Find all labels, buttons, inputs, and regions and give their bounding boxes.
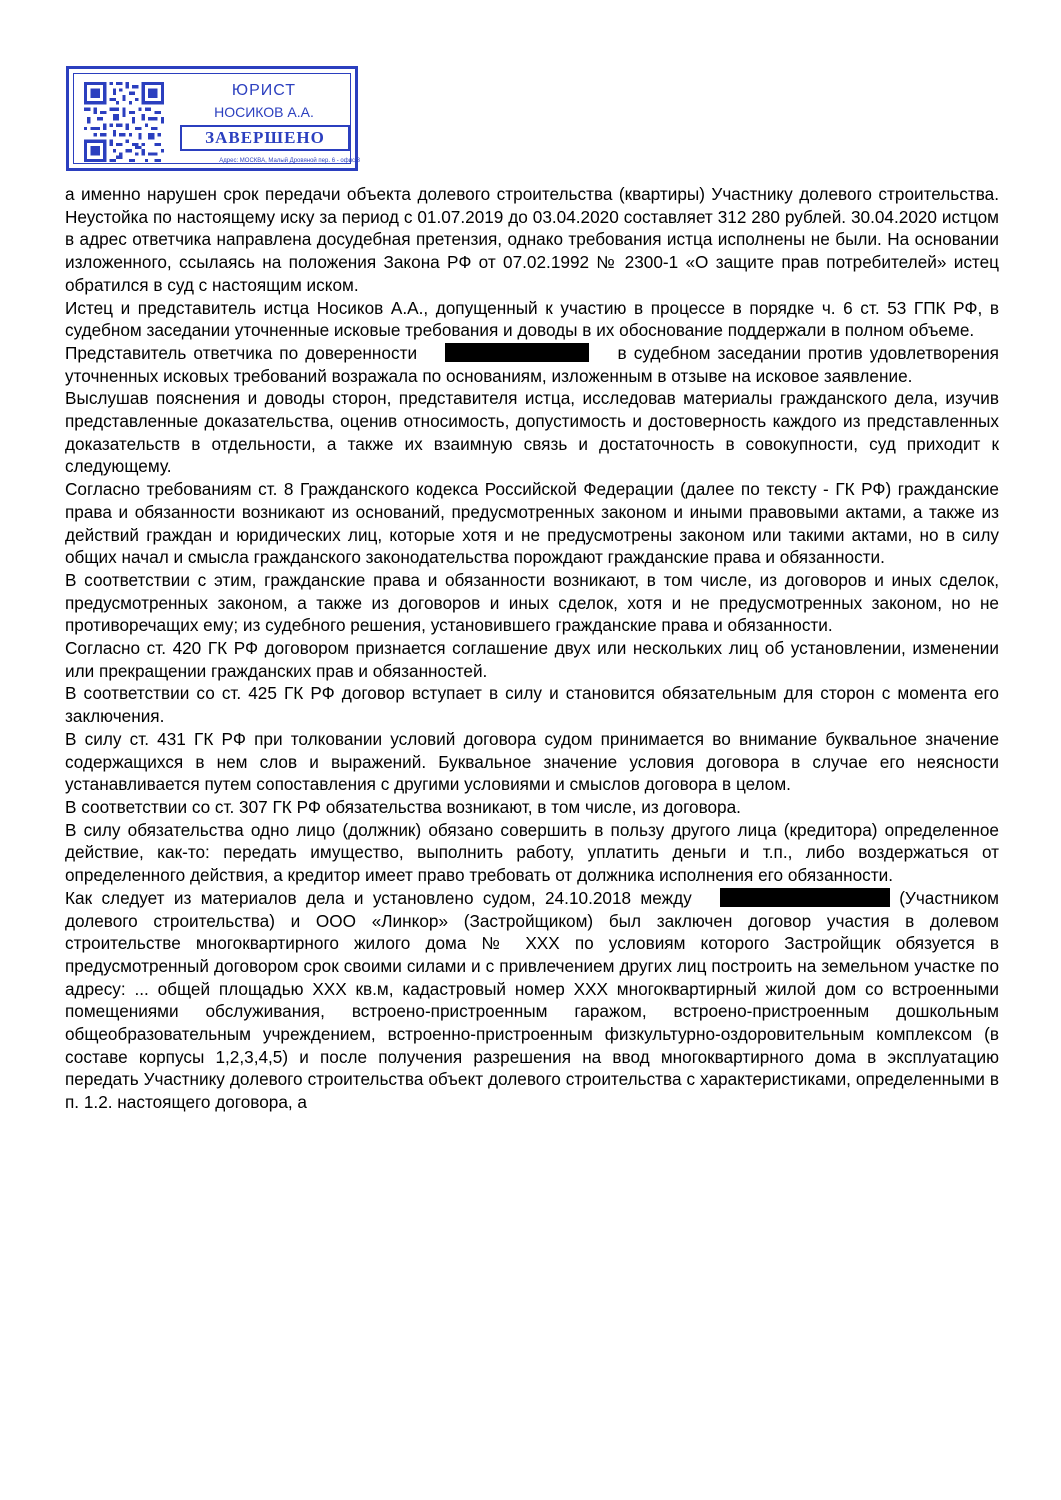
- paragraph: Выслушав пояснения и доводы сторон, представителя истца, исследовав материалы гражданского дела, изучив представленные доказательства, оценив относимость, допустимость и достоверность каждого из представленных доказательств в отдельности, а также их взаимную связь и достаточность в совокупности, суд приходит к следующему.: [65, 388, 999, 477]
- paragraph-contract: [65, 887, 999, 1114]
- lawyer-stamp: [66, 66, 358, 171]
- stamp-status: ЗАВЕРШЕНО: [180, 125, 350, 151]
- paragraph-representative: [65, 342, 999, 387]
- contract-text-before: Как следует из материалов дела и установлено судом, 24.10.2018 между: [65, 887, 692, 908]
- qr-code-icon: [84, 82, 164, 162]
- paragraph: а именно нарушен срок передачи объекта долевого строительства (квартиры) Участнику долевого строительства. Неустойка по настоящему иску за период с 01.07.2019 до 03.04.2020 составляет 312 280 рублей. 30.04.2020 истцом в адрес ответчика направлена досудебная претензия, однако требования истца исполнены не были. На основании изложенного, ссылаясь на положения Закона РФ от 07.02.1992 № 2300-1 «О защите прав потребителей» истец обратился в суд с настоящим иском.: [65, 184, 999, 295]
- paragraph: В соответствии с этим, гражданские права и обязанности возникают, в том числе, из договоров и иных сделок, предусмотренных законом, а также из договоров и иных сделок, хотя и не предусмотренных законом, но не противоречащих ему; из судебного решения, установившего гражданские права и обязанности.: [65, 569, 999, 636]
- stamp-inner-border: [73, 73, 360, 164]
- paragraph: Согласно ст. 420 ГК РФ договором признается соглашение двух или нескольких лиц об установлении, изменении или прекращении гражданских прав и обязанностей.: [65, 638, 999, 681]
- paragraph: В соответствии со ст. 307 ГК РФ обязательства возникают, в том числе, из договора.: [65, 796, 741, 817]
- stamp-name: НОСИКОВ А.А.: [214, 104, 314, 120]
- stamp-title: ЮРИСТ: [231, 82, 297, 99]
- paragraph: В соответствии со ст. 425 ГК РФ договор вступает в силу и становится обязательным для сторон с момента его заключения.: [65, 683, 999, 727]
- redaction-bar: [445, 343, 589, 362]
- paragraph: В силу обязательства одно лицо (должник) обязано совершить в пользу другого лица (кредитора) определенное действие, как-то: передать имущество, выполнить работу, уплатить деньги и т.п., либо воздержаться от определенного действия, а кредитор имеет право требовать от должника исполнения его обязанности.: [65, 819, 999, 886]
- redaction-bar: [720, 888, 890, 907]
- representative-text-before: Представитель ответчика по доверенности: [65, 342, 418, 363]
- representative-text-after: в судебном заседании против удовлетворения уточненных исковых требований возражала по основаниям, изложенным в отзыве на исковое заявление.: [65, 342, 999, 386]
- contract-text-after: (Участником долевого строительства) и ООО «Линкор» (Застройщиком) был заключен договор участия в долевом строительстве многоквартирного жилого дома № ХХХ по условиям которого Застройщик обязуется в предусмотренный договором срок своими силами и с привлечением других лиц построить на земельном участке по адресу: ... общей площадью ХХХ кв.м, кадастровый номер ХХХ многоквартирный жилой дом со встроенными помещениями обслуживания, встроено-пристроенным гаражом, встроено-пристроенным дошкольным общеобразовательным учреждением, встроенно-пристроенным физкультурно-оздоровительным комплексом (в составе корпусы 1,2,3,4,5) и после получения разрешения на ввод многоквартирного дома в эксплуатацию передать Участнику долевого строительства объект долевого строительства с характеристиками, определенными в п. 1.2. настоящего договора, а: [65, 887, 999, 1113]
- paragraph: Истец и представитель истца Носиков А.А., допущенный к участию в процессе в порядке ч. 6 ст. 53 ГПК РФ, в судебном заседании уточненные исковые требования и доводы в их обоснование поддержали в полном объеме.: [65, 297, 999, 341]
- document-body: [65, 183, 999, 1114]
- paragraph: В силу ст. 431 ГК РФ при толковании условий договора судом принимается во внимание буквальное значение содержащихся в нем слов и выражений. Буквальное значение условия договора в случае его неясности устанавливается путем сопоставления с другими условиями и смыслов договора в целом.: [65, 728, 999, 795]
- stamp-address: Адрес: МОСКВА, Малый Дровяной пер. 6 - офис 3: [219, 158, 360, 164]
- paragraph: Согласно требованиям ст. 8 Гражданского кодекса Российской Федерации (далее по тексту - ГК РФ) гражданские права и обязанности возникают из оснований, предусмотренных законом и иными правовыми актами, а также из действий граждан и юридических лиц, которые хотя и не предусмотрены законом или такими актами, но в силу общих начал и смысла гражданского законодательства порождают гражданские права и обязанности.: [65, 479, 999, 568]
